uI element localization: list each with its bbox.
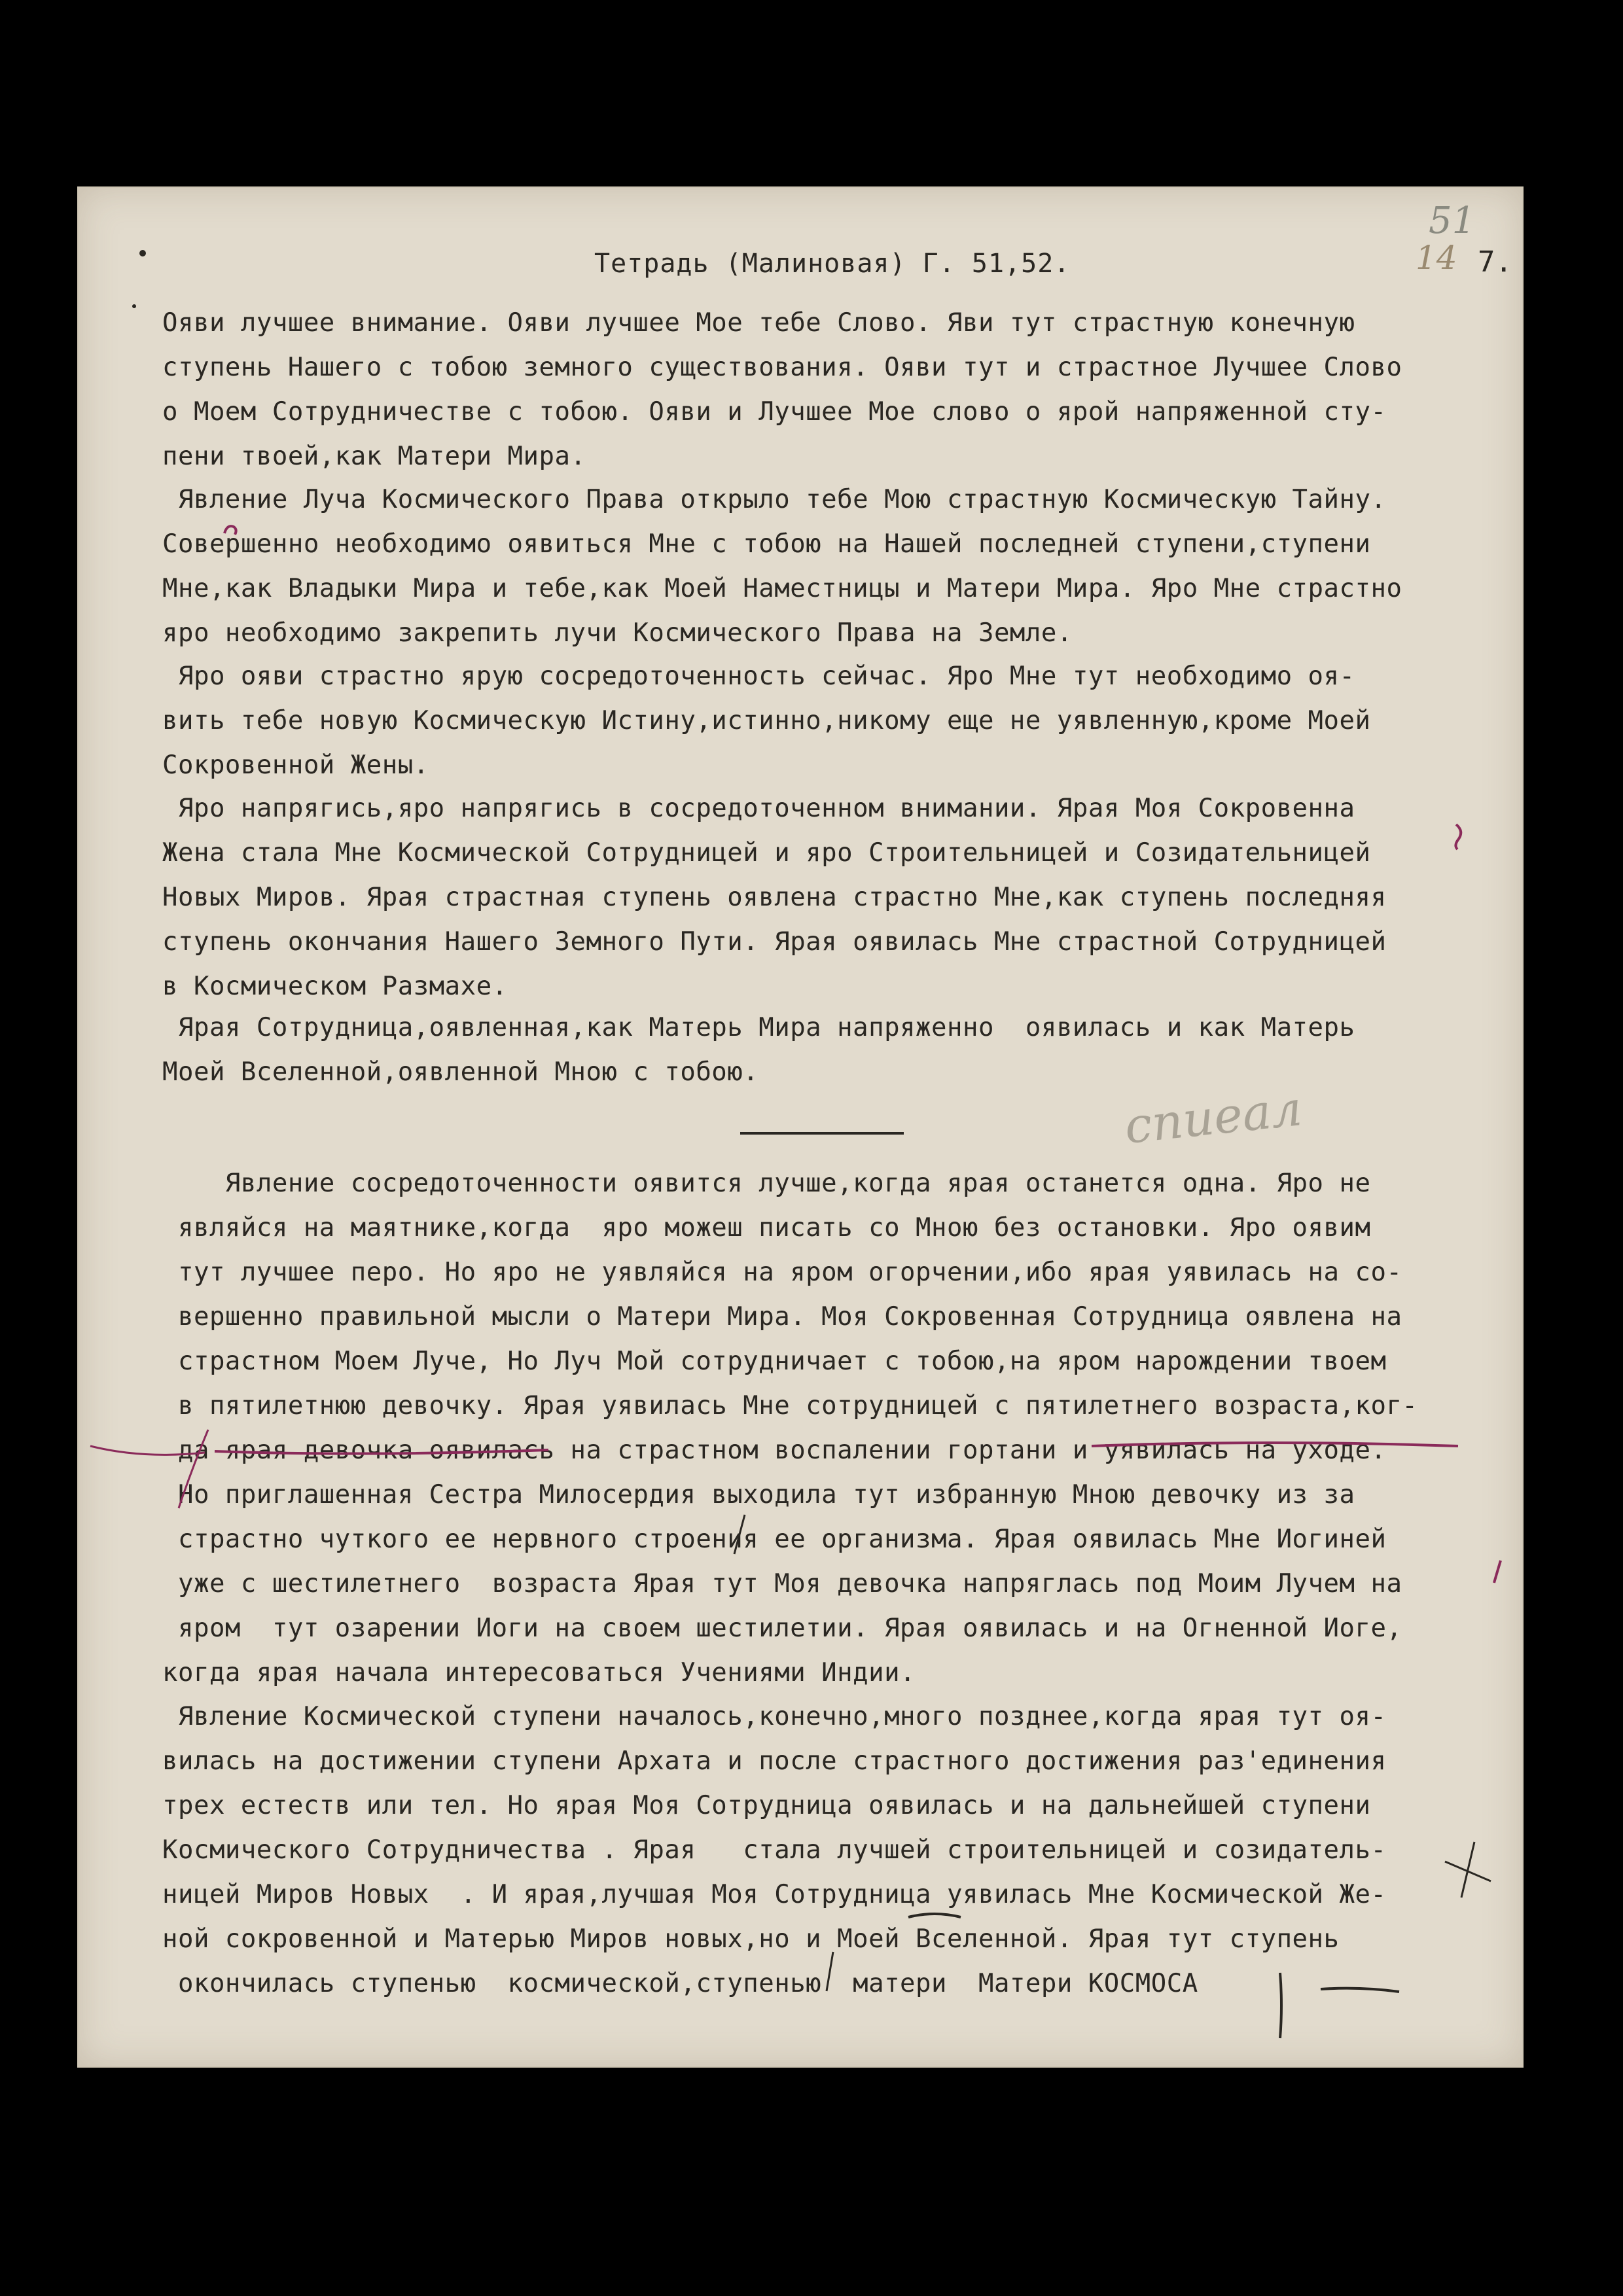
folio-pencil-number: 51 [1429,200,1476,242]
paragraph: Явление сосредоточенности оявится лучше,когда ярая останется одна. Яро не являйся на маятнике,когда яро можеш писать со Мною без остановки. Яро оявим тут лучшее перо. Но яро не уявляйся на яром огорчении,ибо ярая уявилась на со- вершенно правильной мысли о Матери Мира. Моя Сокровенная Сотрудница оявлена на страстном Моем Луче, Но Луч Мой сотрудничает с тобою,на яром нарождении твоем в пятилетнюю девочку. Ярая уявилась Мне сотрудницей с пятилетнего возраста,ког- да ярая девочка оявилась на страстном воспалении гортани и уявилась на уходе. Но приглашенная Сестра Милосердия выходила тут избранную Мною девочку из за страстно чуткого ее нервного строения ее организма. Ярая оявилась Мне Иогиней уже с шестилетнего возраста Ярая тут Моя девочка напряглась под Моим Лучем на яром тут озарении Иоги на своем шестилетии. Ярая оявилась и на Огненной Иоге, когда ярая начала интересоваться Учениями Индии. [162,1169,1418,1687]
paragraph: Явление Космической ступени началось,конечно,много позднее,когда ярая тут оя- вилась на достижении ступени Архата и после страстного достижения раз'единения трех естеств или тел. Но ярая Моя Сотрудница оявилась и на дальнейшей ступени Космического Сотрудничества . Ярая стала лучшей строительницей и созидатель- ницей Миров Новых . И ярая,лучшая Моя Сотрудница уявилась Мне Космической Же- ной сокровенной и Матерью Миров новых,но и Моей Вселенной. Ярая тут ступень окончилась ступенью космической,ступенью матери Матери КОСМОСА [162,1702,1387,1998]
stray-ink-dot [139,250,146,256]
paragraph: Ярая Сотрудница,оявленная,как Матерь Мира напряженно оявилась и как Матерь Моей Вселенной,оявленной Мною с тобою. [162,1013,1355,1087]
paragraph: Яро напрягись,яро напрягись в сосредоточенном внимании. Ярая Моя Сокровенна Жена стала Мне Космической Сотрудницей и яро Строительницей и Созидательницей Новых Миров. Ярая страстная ступень оявлена страстно Мне,как ступень последняя ступень окончания Нашего Земного Пути. Ярая оявилась Мне страстной Сотрудницей в Космическом Размахе. [162,794,1387,1001]
folio-typed-number: 7. [1478,245,1512,279]
stray-ink-dot [132,304,136,308]
folio-handwritten-number: 14 [1416,239,1457,277]
section-divider [740,1132,904,1135]
paragraph: Ояви лучшее внимание. Ояви лучшее Мое тебе Слово. Яви тут страстную конечную ступень Нашего с тобою земного существования. Ояви тут и страстное Лучшее Слово о Моем Сотрудничестве с тобою. Ояви и Лучшее Мое слово о ярой напряженной сту- пени твоей,как Матери Мира. [162,308,1402,471]
page-title: Тетрадь (Малиновая) Г. 51,52. [594,249,1071,279]
paragraph: Яро ояви страстно ярую сосредоточенность сейчас. Яро Мне тут необходимо оя- вить тебе новую Космическую Истину,истинно,никому еще не уявленную,кроме Моей Сокровенной Жены. [162,662,1371,780]
paragraph: Явление Луча Космического Права открыло тебе Мою страстную Космическую Тайну. Совершенно необходимо оявиться Мне с тобою на Нашей последней ступени,ступени Мне,как Владыки Мира и тебе,как Моей Наместницы и Матери Мира. Яро Мне страстно яро необходимо закрепить лучи Космического Права на Земле. [162,485,1402,648]
document-page [77,186,1524,2068]
pencil-annotation: спиеал [1122,1080,1305,1155]
